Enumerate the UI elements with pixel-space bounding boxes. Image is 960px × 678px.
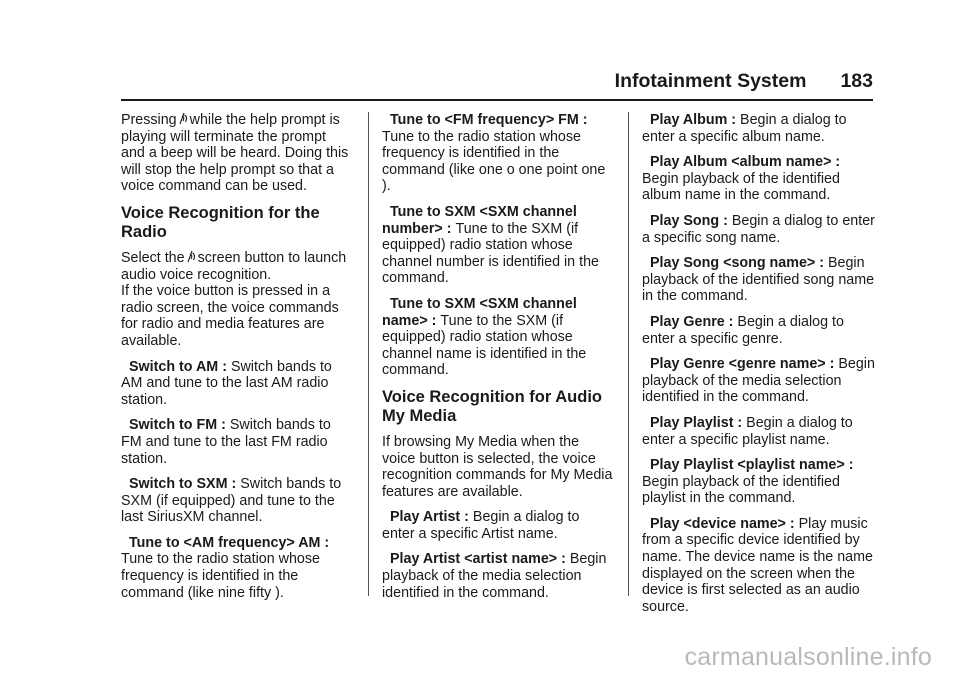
page-header bbox=[615, 70, 873, 93]
command-item: Tune to <AM frequency> AM : Tune to the radio station whose frequency is identified in the command (like nine fifty ). bbox=[121, 534, 330, 601]
command-item: Switch to AM : Switch bands to AM and tune to the last AM radio station. bbox=[121, 358, 332, 408]
paragraph: Select the screen button to launch audio voice recognition. bbox=[121, 249, 347, 283]
command-item: Tune to SXM <SXM channel name> : Tune to the SXM (if equipped) radio station whose channel name is identified in the command. bbox=[382, 295, 587, 379]
column-3 bbox=[642, 112, 878, 624]
paragraph: Pressing while the help prompt is playing will terminate the prompt and a beep will be heard. Doing this will stop the help prompt so that a voice command can be used. bbox=[121, 112, 349, 195]
command-item: Play Genre <genre name> : Begin playback of the media selection identified in the command. bbox=[642, 356, 875, 406]
command-item: Play Album : Begin a dialog to enter a specific album name. bbox=[642, 112, 847, 145]
command-item: Play Playlist : Begin a dialog to enter a specific playlist name. bbox=[642, 414, 853, 448]
command-item: Switch to SXM : Switch bands to SXM (if equipped) and tune to the last SiriusXM channel. bbox=[121, 476, 342, 526]
header-rule bbox=[121, 99, 873, 101]
section-heading: Voice Recognition for Audio My Media bbox=[382, 387, 602, 425]
column-divider bbox=[628, 112, 629, 596]
voice-recognition-icon bbox=[187, 250, 196, 263]
command-item: Play Artist : Begin a dialog to enter a specific Artist name. bbox=[382, 509, 580, 542]
section-title: Infotainment System bbox=[614, 70, 807, 92]
command-item: Play Genre : Begin a dialog to enter a specific genre. bbox=[642, 313, 844, 347]
voice-recognition-icon bbox=[179, 112, 188, 125]
paragraph: If browsing My Media when the voice button is selected, the voice recognition commands for My Media features are available. bbox=[382, 433, 613, 500]
page-number: 183 bbox=[840, 70, 873, 92]
command-item: Tune to SXM <SXM channel number> : Tune to the SXM (if equipped) radio station whose channel number is identified in the command. bbox=[382, 203, 599, 287]
command-item: Play <device name> : Play music from a specific device identified by name. The device name is the name displayed on the screen when the device is first selected as an audio source. bbox=[642, 515, 873, 615]
section-heading: Voice Recognition for the Radio bbox=[121, 203, 320, 241]
command-item: Switch to FM : Switch bands to FM and tune to the last FM radio station. bbox=[121, 417, 331, 467]
column-1 bbox=[121, 112, 353, 610]
command-item: Play Playlist <playlist name> : Begin playback of the identified playlist in the command. bbox=[642, 457, 854, 507]
command-item: Play Song : Begin a dialog to enter a specific song name. bbox=[642, 212, 875, 246]
command-item: Play Album <album name> : Begin playback of the identified album name in the command. bbox=[642, 154, 841, 204]
command-item: Tune to <FM frequency> FM : Tune to the radio station whose frequency is identified in the command (like one o one point one ). bbox=[382, 112, 606, 195]
column-2 bbox=[382, 112, 614, 610]
command-item: Play Song <song name> : Begin playback of the identified song name in the command. bbox=[642, 255, 875, 305]
paragraph: If the voice button is pressed in a radio screen, the voice commands for radio and media features are available. bbox=[121, 283, 339, 349]
command-item: Play Artist <artist name> : Begin playback of the media selection identified in the command. bbox=[382, 551, 607, 601]
column-divider bbox=[368, 112, 369, 596]
watermark: carmanualsonline.info bbox=[684, 643, 932, 671]
